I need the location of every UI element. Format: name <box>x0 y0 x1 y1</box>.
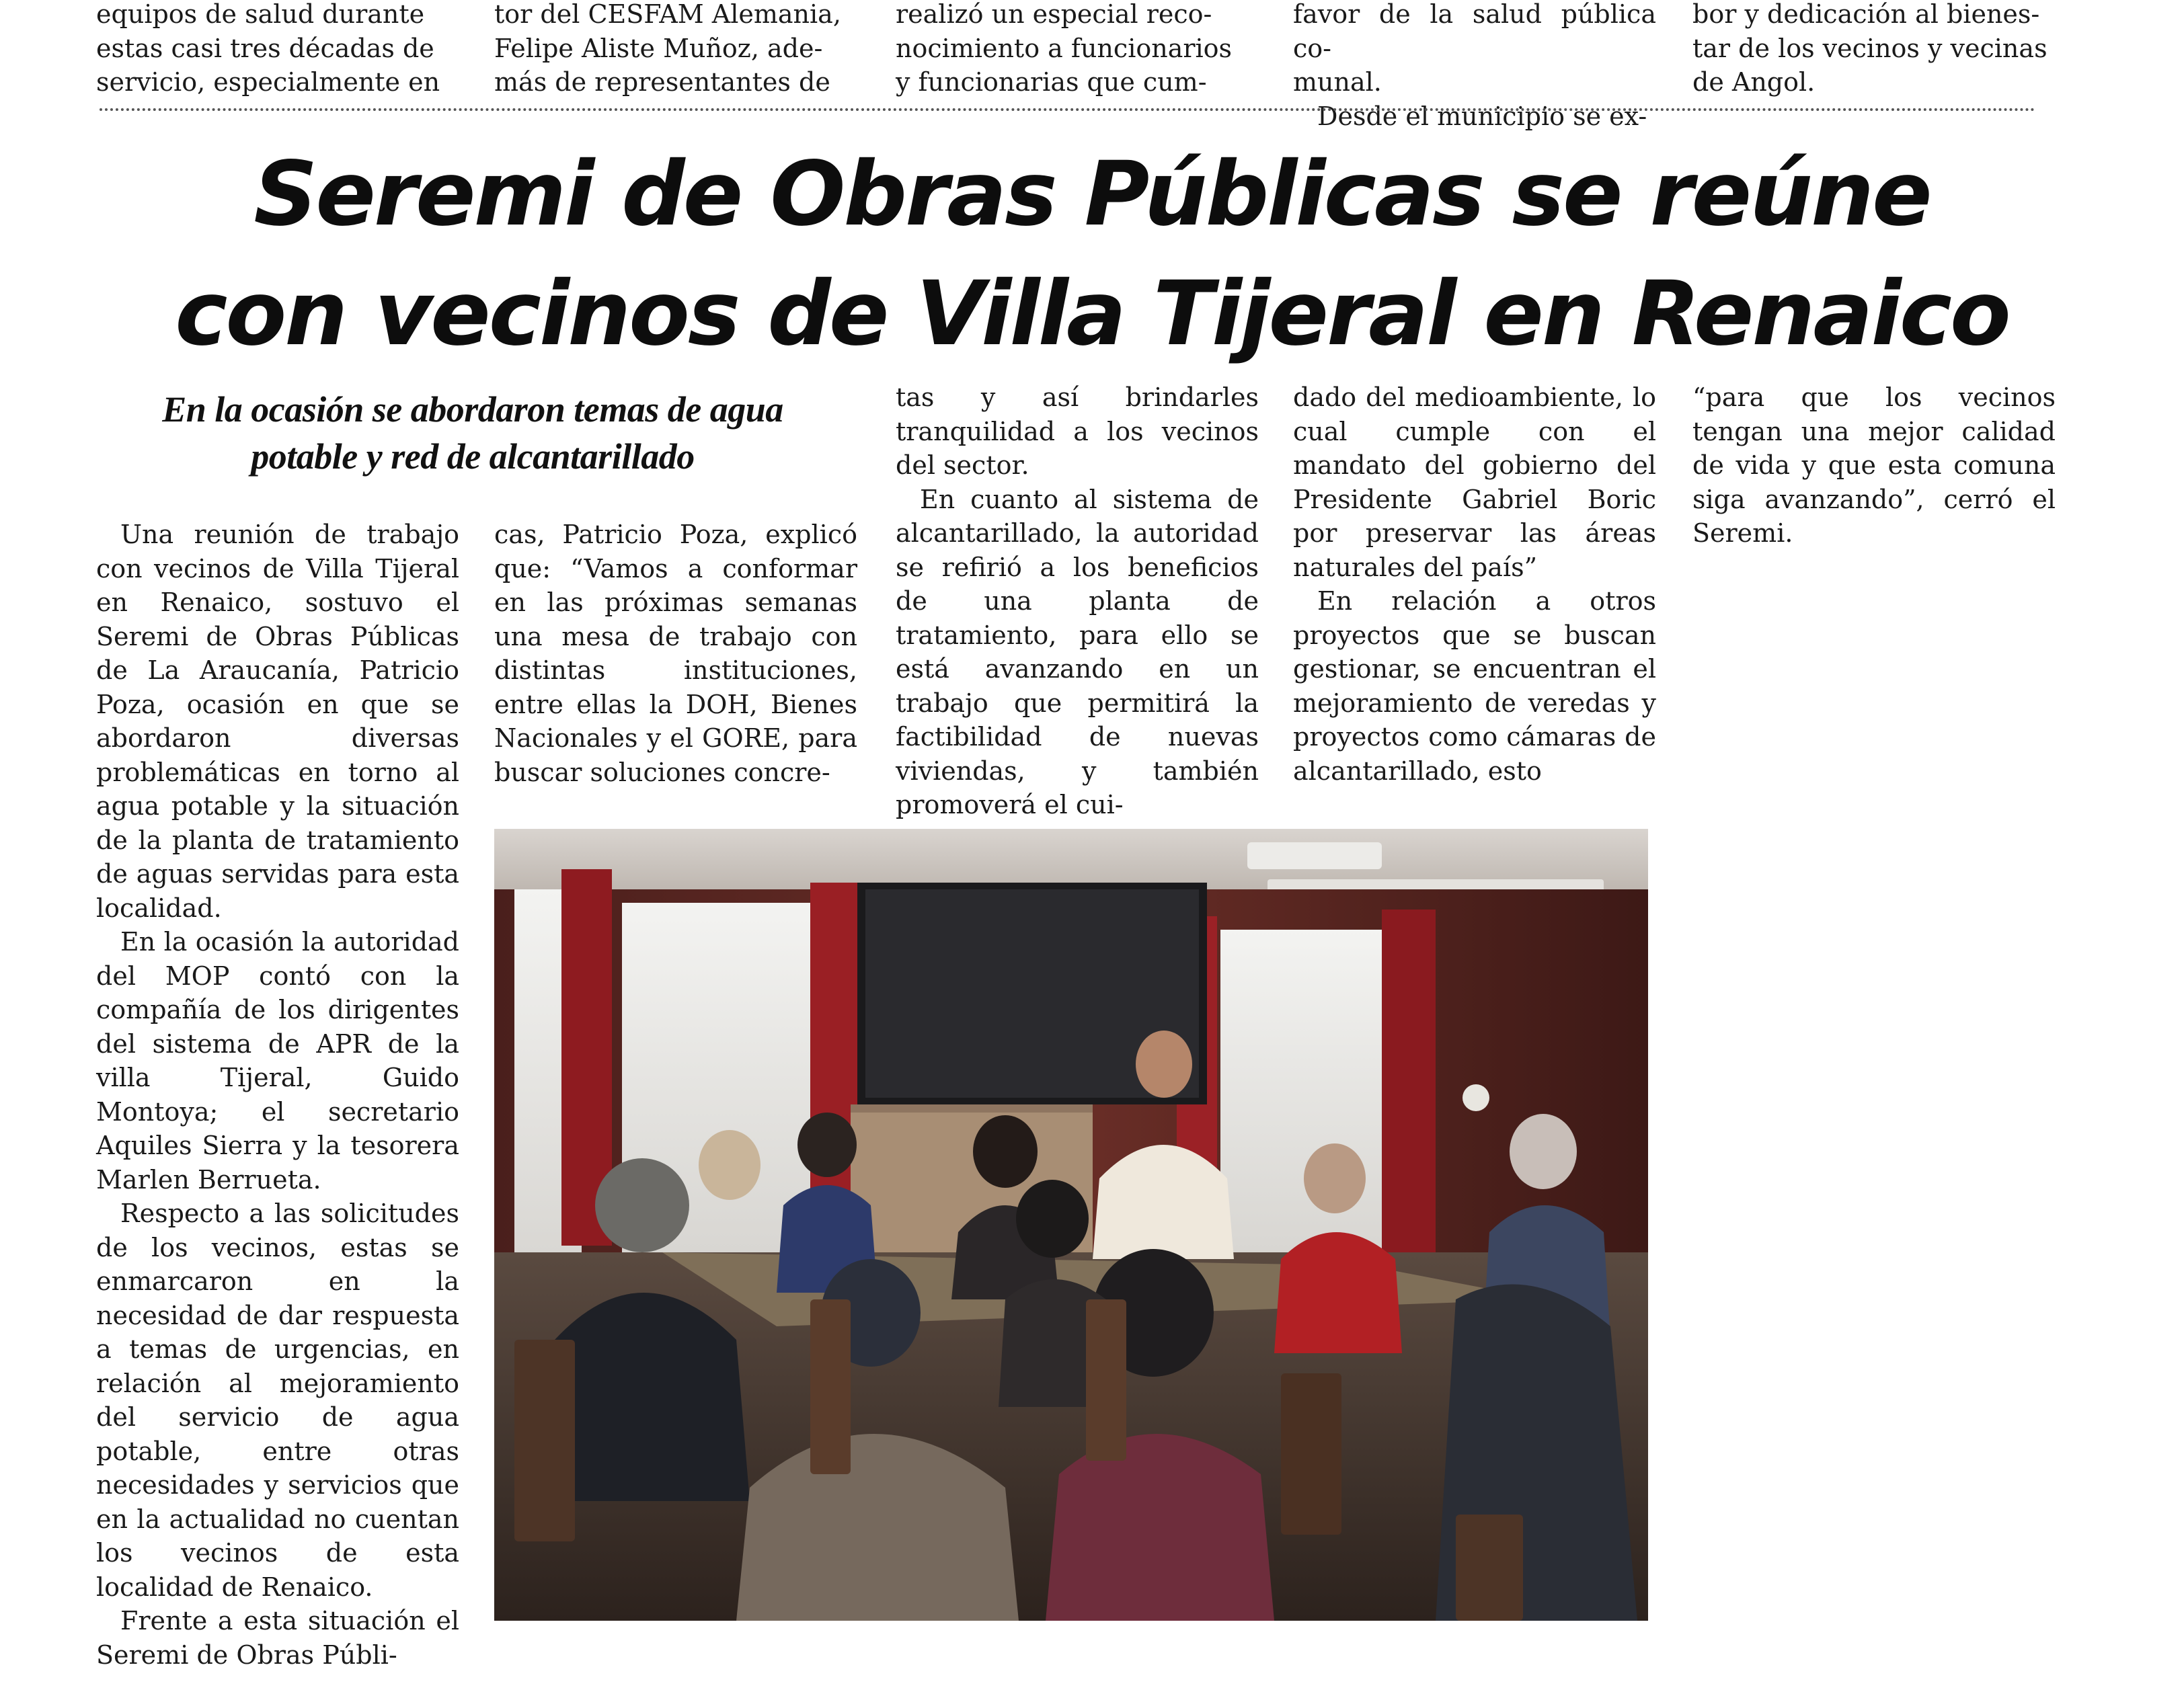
text-line: estas casi tres décadas de <box>96 33 434 63</box>
article-column-5 <box>1692 380 2056 551</box>
prev-article-col-1 <box>96 0 459 99</box>
paragraph: tas y así brindarles tranquilidad a los vecinos del sector. <box>896 382 1259 480</box>
paragraph: cas, Patricio Poza, explicó que: “Vamos a conformar en las próximas semanas una mesa de trabajo con distintas instituciones, entre ellas la DOH, Bienes Nacionales y el GORE, para buscar soluciones concre- <box>494 520 857 787</box>
text-line: favor de la salud pública co- <box>1293 0 1656 63</box>
prev-article-col-4 <box>1293 0 1656 133</box>
text-line: munal. <box>1293 67 1382 97</box>
subhead-line: potable y red de alcantarillado <box>251 436 695 477</box>
text-line: Desde el municipio se ex- <box>1317 101 1647 131</box>
text-line: más de representantes de <box>494 67 830 97</box>
article-headline <box>0 134 2184 374</box>
headline-line: Seremi de Obras Públicas se reúne <box>254 143 1930 246</box>
paragraph: En la ocasión la autoridad del MOP contó con la compañía de los dirigentes del sistema de APR de la villa Tijeral, Guido Montoya; el secretario Aquiles Sierra y la tesorera Marlen Berrueta. <box>96 927 459 1195</box>
prev-article-col-3 <box>896 0 1259 99</box>
article-column-3 <box>896 380 1259 822</box>
article-column-2 <box>494 518 857 789</box>
article-column-1 <box>96 518 459 1672</box>
text-line: de Angol. <box>1692 67 1816 97</box>
paragraph: “para que los vecinos tengan una mejor calidad de vida y que esta comuna siga avanzando”, cerró el Seremi. <box>1692 382 2056 548</box>
prev-article-col-5 <box>1692 0 2056 99</box>
paragraph: En cuanto al sistema de alcantarillado, la autoridad se refirió a los beneficios de una planta de tratamiento, para ello se está avanzando en un trabajo que permitirá la factibilidad de nuevas viviendas, y también promoverá el cui- <box>896 484 1259 819</box>
text-line: bor y dedicación al bienes- <box>1692 0 2040 29</box>
text-line: nocimiento a funcionarios <box>896 33 1233 63</box>
paragraph: Respecto a las solicitudes de los vecinos, estas se enmarcaron en la necesidad de dar respuesta a temas de urgencias, en relación al mejoramiento del servicio de agua potable, entre otras necesidades y servicios que en la actualidad no cuentan los vecinos de esta localidad de Renaico. <box>96 1199 459 1602</box>
article-subheadline <box>100 386 846 480</box>
paragraph: Una reunión de trabajo con vecinos de Villa Tijeral en Renaico, sostuvo el Seremi de Obras Públicas de La Araucanía, Patricio Poza, ocasión en que se abordaron diversas problemáticas en torno al agua potable y la situación de la planta de tratamiento de aguas servidas para esta localidad. <box>96 520 459 923</box>
meeting-photo <box>494 829 1648 1621</box>
paragraph: En relación a otros proyectos que se buscan gestionar, se encuentran el mejoramiento de veredas y proyectos como cámaras de alcantarillado, esto <box>1293 586 1656 786</box>
text-line: Felipe Aliste Muñoz, ade- <box>494 33 823 63</box>
dotted-divider <box>100 108 2036 111</box>
text-line: y funcionarias que cum- <box>896 67 1207 97</box>
text-line: servicio, especialmente en <box>96 67 440 97</box>
text-line: realizó un especial reco- <box>896 0 1212 29</box>
text-line: tar de los vecinos y vecinas <box>1692 33 2048 63</box>
subhead-line: En la ocasión se abordaron temas de agua <box>162 389 783 430</box>
paragraph: dado del medioambiente, lo cual cumple con el mandato del gobierno del Presidente Gabriel Boric por preservar las áreas naturales del país” <box>1293 382 1656 582</box>
text-line: tor del CESFAM Alemania, <box>494 0 841 29</box>
text-line: equipos de salud durante <box>96 0 425 29</box>
paragraph: Frente a esta situación el Seremi de Obras Públi- <box>96 1606 459 1670</box>
prev-article-col-2 <box>494 0 857 99</box>
article-column-4 <box>1293 380 1656 788</box>
headline-line: con vecinos de Villa Tijeral en Renaico <box>175 262 2009 366</box>
